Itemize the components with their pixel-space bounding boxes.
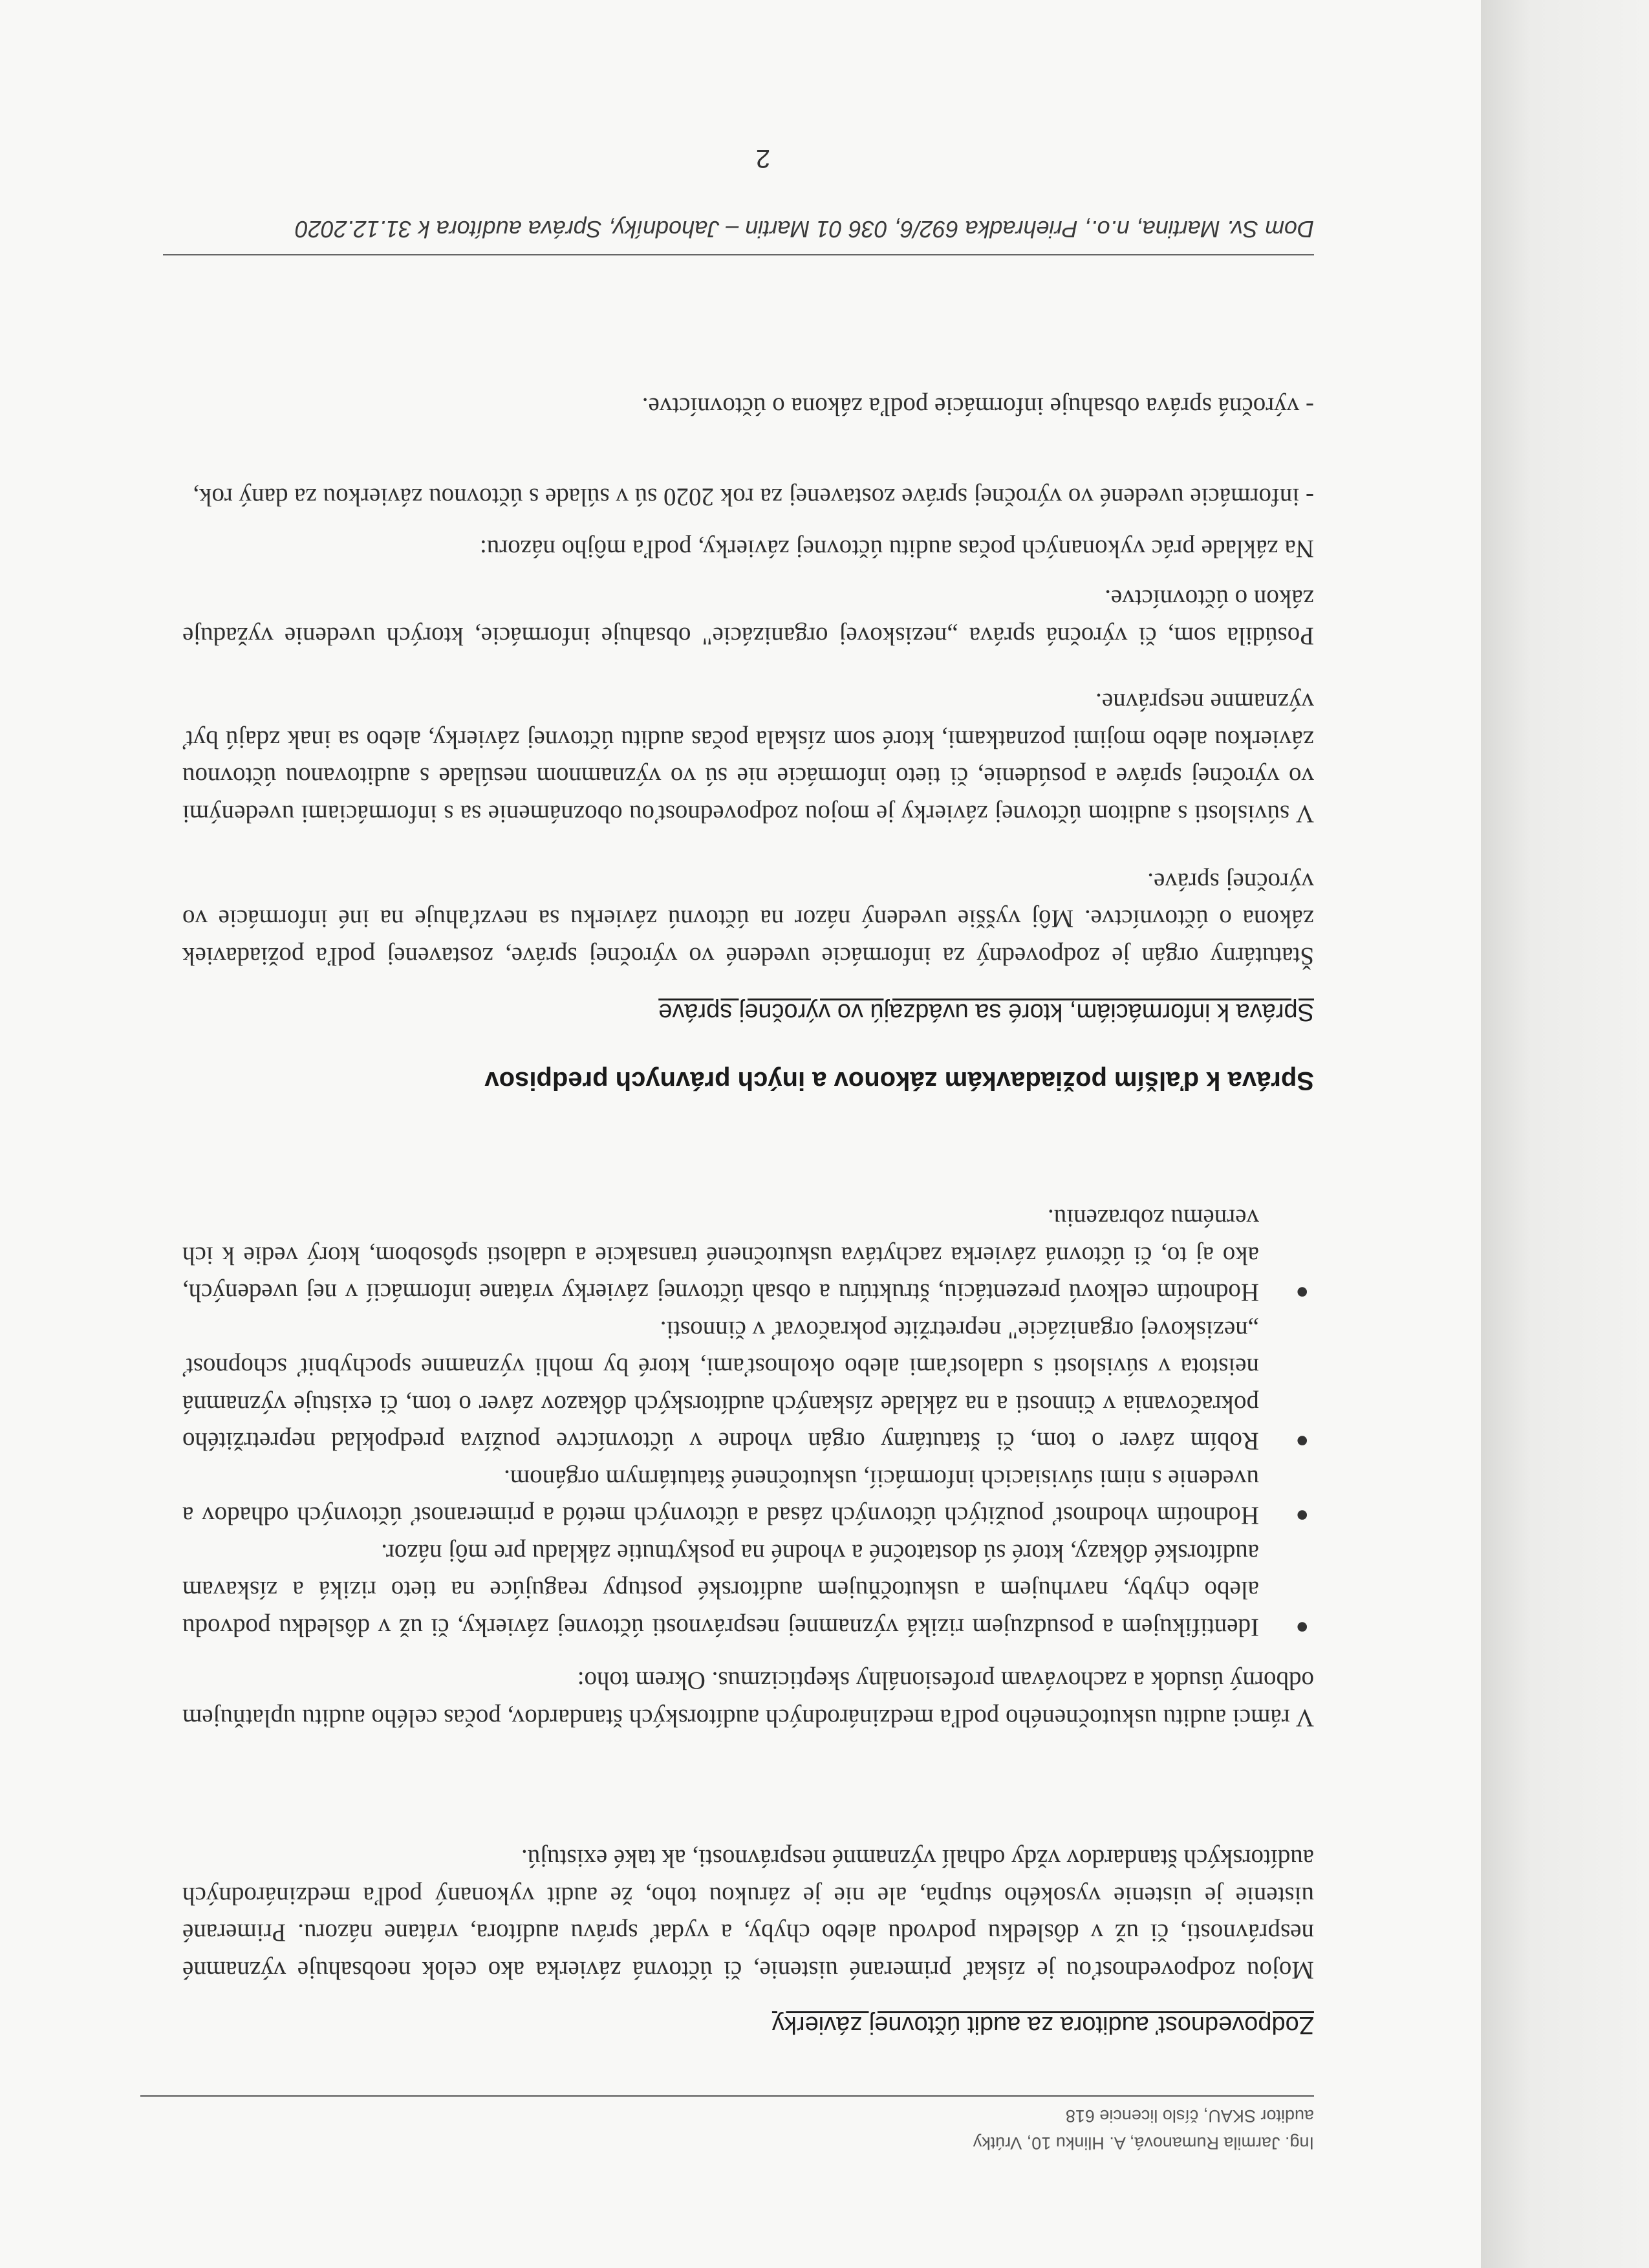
auditor-name-address: Ing. Jarmila Rumanová, A. Hlinku 10, Vrútky: [973, 2133, 1314, 2153]
paragraph-audit-scope: V rámci auditu uskutočneného podľa medzinárodných audítorských štandardov, počas celého auditu uplatňujem odborný úsudok a zachovávam profesionálny skepticizmus. Okrem toho:: [182, 1667, 1314, 1732]
list-item: [182, 1535, 1314, 1647]
bullet-text: Robím záver o tom, či štatutárny orgán vhodne v účtovníctve používa predpoklad nepretržitého pokračovania v činnosti a na základe získaných audítorských dôkazov záver o tom, či existuje významná neistota v súvislosti s udalosťami alebo okolnosťami, ktoré by mohli významne spochybniť schopnosť „neziskovej organizácie" nepretržite pokračovať v činnosti.: [182, 1316, 1259, 1456]
paragraph-opinion-intro: Na základe prác vykonaných počas auditu účtovnej závierky, podľa môjho názoru:: [479, 535, 1314, 563]
auditor-license: auditor SKAU, číslo licencie 618: [1065, 2106, 1314, 2126]
paragraph-responsibility: Mojou zodpovednosťou je získať primerané uistenie, či účtovná závierka ako celok neobsahuje významné nesprávnosti, či už v dôsledku podvodu alebo chyby, a vydať správu audítora, vrátane názoru. Primerané uistenie je uistenie vysokého stupňa, ale nie je zárukou toho, že audit vykonaný podľa medzinárodných audítorských štandardov vždy odhalí významné nesprávnosti, ak také existujú.: [182, 1844, 1314, 1984]
section-title-auditor-responsibility: Zodpovednosť auditora za audit účtovnej závierky: [771, 2011, 1314, 2038]
footer-rule: [163, 254, 1314, 255]
bullet-text: Hodnotím celkovú prezentáciu, štruktúru a obsah účtovnej závierky vrátane informácií v nej uvedených, ako aj to, či účtovná závierka zachytáva uskutočnené transakcie a udalosti spôsobom, ktorý vedie k ich vernému zobrazeniu.: [182, 1204, 1259, 1307]
bullet-icon: ●: [1295, 1429, 1309, 1454]
footer-text: Dom Sv. Martina, n.o., Priehradka 692/6, 036 01 Martin – Jahodníky, Správa audítora k 31.12.2020: [295, 216, 1314, 243]
audit-procedures-list: [182, 1200, 1314, 1646]
header-rule: [140, 2095, 1314, 2097]
auditor-header: [279, 2102, 1314, 2157]
list-item: [182, 1200, 1314, 1312]
heading-other-legal-requirements: Správa k ďalším požiadavkám zákonov a iných právnych predpisov: [484, 1066, 1314, 1095]
page-number: 2: [755, 144, 771, 173]
scanner-edge-shadow: [1481, 0, 1649, 2268]
bullet-icon: ●: [1295, 1504, 1309, 1528]
bullet-text: Hodnotím vhodnosť použitých účtovných zásad a účtovných metód a primeranosť účtovných odhadov a uvedenie s nimi súvisiacich informácií, uskutočnené štatutárnym orgánom.: [182, 1465, 1259, 1530]
bullet-icon: ●: [1295, 1615, 1309, 1639]
opinion-item-consistency: - informácie uvedené vo výročnej správe zostavenej za rok 2020 sú v súlade s účtovnou závierkou za daný rok,: [193, 483, 1314, 511]
list-item: [182, 1312, 1314, 1460]
opinion-item-completeness: - výročná správa obsahuje informácie podľa zákona o účtovníctve.: [641, 393, 1314, 420]
paragraph-assessment: Posúdila som, či výročná správa „neziskovej organizácie" obsahuje informácie, ktorých uvedenie vyžaduje zákon o účtovníctve.: [182, 585, 1314, 650]
paragraph-statutory-body: Štatutárny orgán je zodpovedný za informácie uvedené vo výročnej správe, zostavenej podľa požiadaviek zákona o účtovníctve. Môj vyššie uvedený názor na účtovnú závierku sa nevzťahuje na iné informácie vo výročnej správe.: [182, 868, 1314, 970]
paragraph-annual-report-review: V súvislosti s auditom účtovnej závierky je mojou zodpovednosťou oboznámenie sa s informáciami uvedenými vo výročnej správe a posúdenie, či tieto informácie nie sú vo významnom nesúlade s auditovanou účtovnou závierkou alebo mojimi poznatkami, ktoré som získala počas auditu účtovnej závierky, alebo sa inak zdajú byť významne nesprávne.: [182, 688, 1314, 828]
list-item: [182, 1460, 1314, 1535]
bullet-text: Identifikujem a posudzujem riziká významnej nesprávnosti účtovnej závierky, či už v dôsledku podvodu alebo chyby, navrhujem a uskutočňujem audítorské postupy reagujúce na tieto riziká a získavam audítorské dôkazy, ktoré sú dostatočné a vhodné na poskytnutie základu pre môj názor.: [182, 1539, 1259, 1641]
section-title-annual-report: Správa k informáciám, ktoré sa uvádzajú vo výročnej správe: [658, 999, 1314, 1026]
bullet-icon: ●: [1295, 1280, 1309, 1305]
